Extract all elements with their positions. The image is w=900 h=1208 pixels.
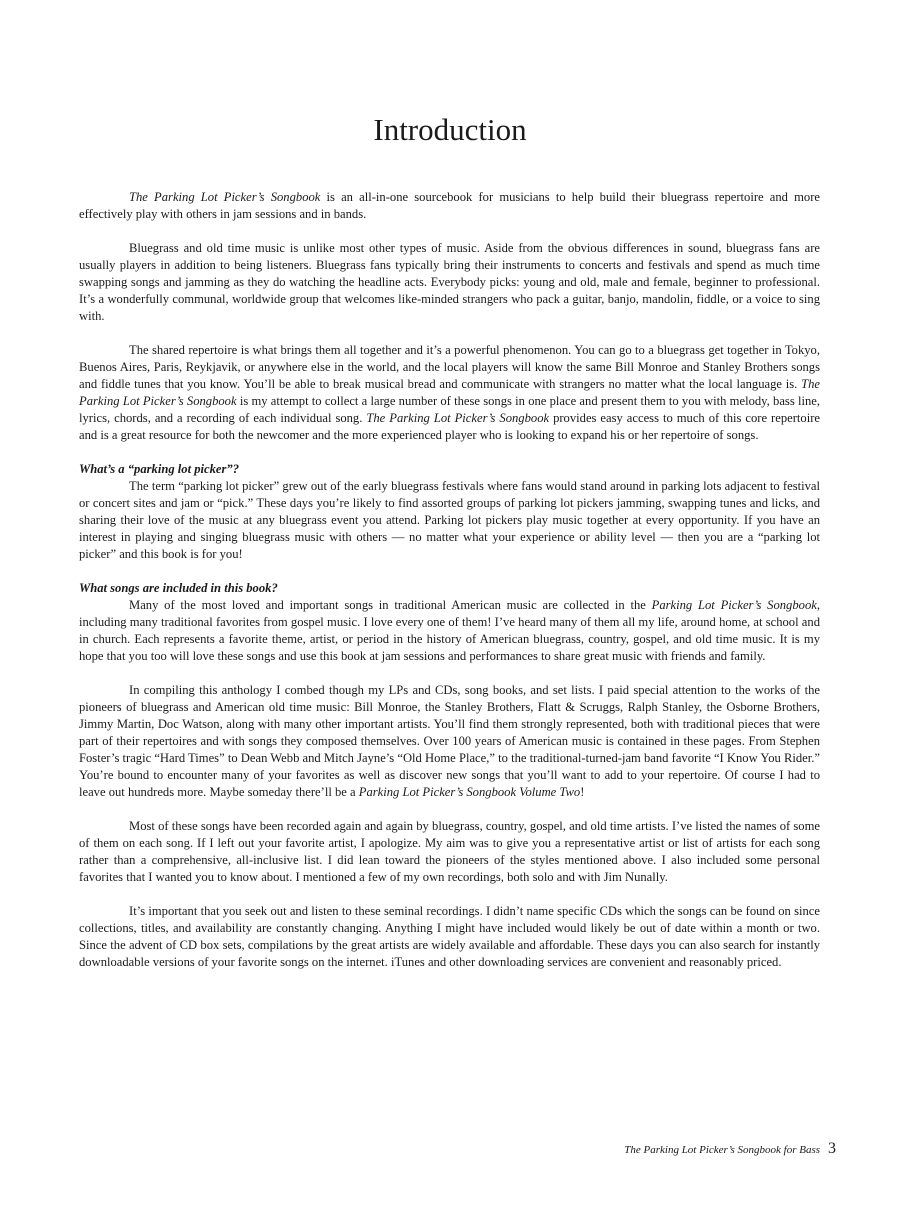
section-heading: What’s a “parking lot picker”? (79, 462, 239, 476)
paragraph-intro (79, 189, 820, 223)
paragraph-recordings: Most of these songs have been recorded again and again by bluegrass, country, gospel, and old time artists. I’ve listed the names of some of them on each song. If I left out your favorite artist, I apologize. My aim was to give you a representative artist or list of artists for each song rather than a comprehensive, all-inclusive list. I did lean toward the pioneers of the styles mentioned above. I also included some personal favorites that I wanted you to know about. I mentioned a few of my own recordings, both solo and with Jim Nunally. (79, 819, 820, 884)
page-footer (624, 1140, 836, 1158)
page-number: 3 (828, 1140, 836, 1157)
body-text (79, 189, 820, 971)
paragraph-parking-lot-picker: The term “parking lot picker” grew out of the early bluegrass festivals where fans would stand around in parking lots adjacent to festival or concert sites and jam or “pick.” These days you’re likely to find assorted groups of parking lot pickers jamming, swapping tunes and licks, and sharing their love of the music at any bluegrass event you attend. Parking lot pickers play music together at every opportunity. If you have an interest in playing and singing bluegrass music with others — no matter what your experience or ability level — then you are a “parking lot picker” and this book is for you! (79, 479, 820, 561)
footer-title: The Parking Lot Picker’s Songbook for Bass (624, 1144, 820, 1156)
page-title: Introduction (373, 112, 527, 147)
paragraph-anthology: In compiling this anthology I combed though my LPs and CDs, song books, and set lists. I paid special attention to the works of the pioneers of bluegrass and American old time music: Bill Monroe, the Stanley Brothers, Flatt & Scruggs, Ralph Stanley, the Osborne Brothers, Jimmy Martin, Doc Watson, along with many other important artists. You’ll find them strongly represented, both with traditional pieces that were part of their repertoires and with songs they composed themselves. Over 100 years of American music is contained in these pages. From Stephen Foster’s tragic “Hard Times” to Dean Webb and Mitch Jayne’s “Old Home Place,” to the traditional-turned-jam band favorite “I Know You Rider.” You’re bound to encounter many of your favorites as well as discover new songs that you’ll want to add to your repertoire. Of course I had to leave out hundreds more. Maybe someday there’ll be a Parking Lot Picker’s Songbook Volume Two! (79, 683, 820, 799)
section-heading: What songs are included in this book? (79, 581, 278, 595)
paragraph-bluegrass: Bluegrass and old time music is unlike most other types of music. Aside from the obvious differences in sound, bluegrass fans are usually players in addition to being listeners. Bluegrass fans typically bring their instruments to concerts and festivals and spend as much time swapping songs and jamming as they do watching the headline acts. Everybody picks: young and old, male and female, beginner to professional. It’s a wonderfully communal, worldwide group that welcomes like-minded strangers who pack a guitar, banjo, mandolin, fiddle, or a voice to sing with. (79, 241, 820, 323)
paragraph-songs-included: Many of the most loved and important songs in traditional American music are collected in the Parking Lot Picker’s Songbook, including many traditional favorites from gospel music. I love every one of them! I’ve heard many of them all my life, around home, at school and in church. Each represents a favorite theme, artist, or period in the history of American bluegrass, country, gospel, and old time music. It is my hope that you too will love these songs and use this book at jam sessions and performances to share great music with friends and family. (79, 598, 820, 663)
paragraph-repertoire: The shared repertoire is what brings them all together and it’s a powerful phenomenon. You can go to a bluegrass get together in Tokyo, Buenos Aires, Paris, Reykjavik, or anywhere else in the world, and the local players will know the same Bill Monroe and Stanley Brothers songs and fiddle tunes that you know. You’ll be able to break musical bread and communicate with strangers no matter what the local language is. The Parking Lot Picker’s Songbook is my attempt to collect a large number of these songs in one place and present them to you with melody, bass line, lyrics, chords, and a recording of each individual song. The Parking Lot Picker’s Songbook provides easy access to much of this core repertoire and is a great resource for both the newcomer and the more experienced player who is looking to expand his or her repertoire of songs. (79, 343, 820, 442)
paragraph-text: is an all-in-one sourcebook for musicians to help build their bluegrass repertoire and more effectively play with others in jam sessions and in bands. (79, 190, 820, 221)
book-title: The Parking Lot Picker’s Songbook (366, 411, 550, 425)
book-title: The Parking Lot Picker’s Songbook (79, 377, 820, 408)
book-title: Parking Lot Picker’s Songbook (651, 598, 817, 612)
book-title: The Parking Lot Picker’s Songbook (129, 190, 321, 204)
book-title: Parking Lot Picker’s Songbook Volume Two (358, 785, 581, 799)
paragraph-listen: It’s important that you seek out and listen to these seminal recordings. I didn’t name specific CDs which the songs can be found on since collections, titles, and availability are constantly changing. Anything I might have included would likely be out of date within a month or two. Since the advent of CD box sets, compilations by the great artists are widely available and affordable. These days you can also search for instantly downloadable versions of your favorite songs on the internet. iTunes and other downloading services are convenient and reasonably priced. (79, 904, 820, 969)
